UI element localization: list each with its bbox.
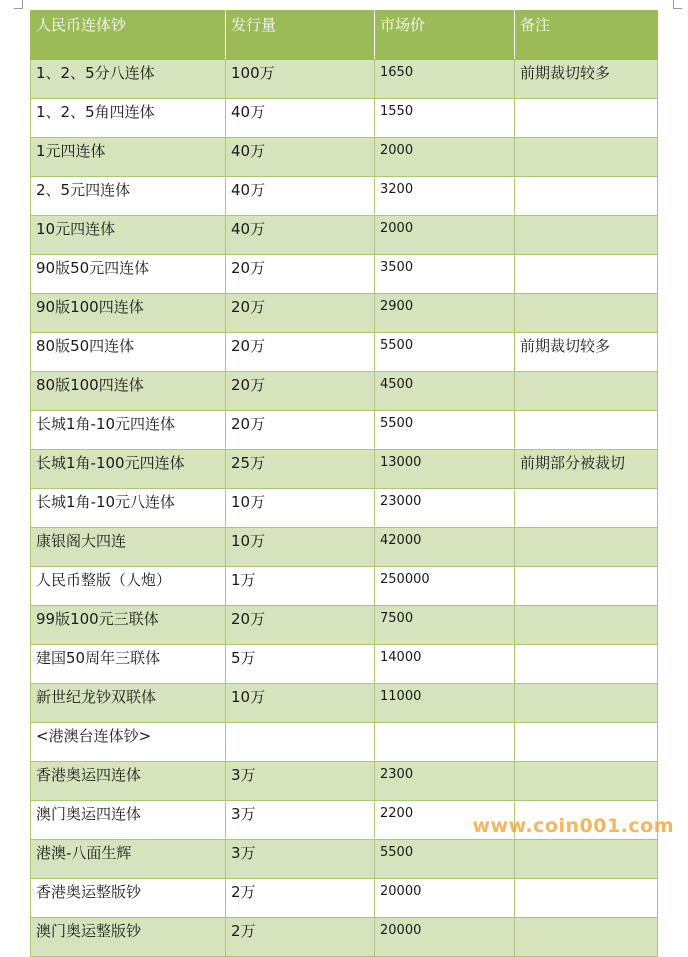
cell-name: 10元四连体 xyxy=(31,216,226,255)
table-row xyxy=(31,489,658,528)
table-row xyxy=(31,411,658,450)
header-name: 人民币连体钞 xyxy=(31,11,226,60)
cell-remark xyxy=(515,840,658,879)
cell-name: 建国50周年三联体 xyxy=(31,645,226,684)
table-row xyxy=(31,528,658,567)
cell-remark xyxy=(515,489,658,528)
cell-market-price: 3500 xyxy=(375,255,515,294)
cell-name: 澳门奥运四连体 xyxy=(31,801,226,840)
table-row xyxy=(31,606,658,645)
cell-remark xyxy=(515,138,658,177)
cell-market-price: 20000 xyxy=(375,918,515,957)
cell-name: 2、5元四连体 xyxy=(31,177,226,216)
cell-remark xyxy=(515,99,658,138)
cell-name: 长城1角-10元八连体 xyxy=(31,489,226,528)
table-row xyxy=(31,294,658,333)
cell-remark xyxy=(515,216,658,255)
cell-market-price: 4500 xyxy=(375,372,515,411)
cell-market-price: 7500 xyxy=(375,606,515,645)
table-row xyxy=(31,216,658,255)
cell-market-price: 1550 xyxy=(375,99,515,138)
cell-remark xyxy=(515,918,658,957)
table-row xyxy=(31,177,658,216)
cell-issue-volume: 3万 xyxy=(226,840,375,879)
table-row xyxy=(31,567,658,606)
cell-issue-volume: 2万 xyxy=(226,918,375,957)
cell-name: 康银阁大四连 xyxy=(31,528,226,567)
page-corner-mark-left xyxy=(14,0,23,9)
cell-market-price: 2000 xyxy=(375,216,515,255)
cell-remark xyxy=(515,411,658,450)
table-row xyxy=(31,645,658,684)
cell-issue-volume: 40万 xyxy=(226,138,375,177)
cell-market-price: 14000 xyxy=(375,645,515,684)
cell-remark xyxy=(515,372,658,411)
table-row xyxy=(31,138,658,177)
table-row xyxy=(31,723,658,762)
cell-remark xyxy=(515,606,658,645)
cell-name: 99版100元三联体 xyxy=(31,606,226,645)
cell-name: 长城1角-10元四连体 xyxy=(31,411,226,450)
cell-name: 1元四连体 xyxy=(31,138,226,177)
cell-market-price: 5500 xyxy=(375,411,515,450)
cell-issue-volume: 40万 xyxy=(226,177,375,216)
cell-remark xyxy=(515,528,658,567)
cell-issue-volume: 100万 xyxy=(226,60,375,99)
cell-market-price: 13000 xyxy=(375,450,515,489)
cell-market-price: 2200 xyxy=(375,801,515,840)
cell-remark: 前期部分被裁切 xyxy=(515,450,658,489)
cell-name: 港澳-八面生辉 xyxy=(31,840,226,879)
cell-market-price: 2900 xyxy=(375,294,515,333)
cell-remark: 前期裁切较多 xyxy=(515,333,658,372)
table-row xyxy=(31,372,658,411)
cell-issue-volume: 20万 xyxy=(226,333,375,372)
table-row xyxy=(31,450,658,489)
cell-market-price: 5500 xyxy=(375,333,515,372)
table-row xyxy=(31,879,658,918)
cell-market-price: 5500 xyxy=(375,840,515,879)
table-header-row xyxy=(31,11,658,60)
header-issue-volume: 发行量 xyxy=(226,11,375,60)
cell-market-price: 20000 xyxy=(375,879,515,918)
cell-name: 香港奥运四连体 xyxy=(31,762,226,801)
cell-issue-volume: 20万 xyxy=(226,294,375,333)
cell-remark xyxy=(515,177,658,216)
cell-market-price: 250000 xyxy=(375,567,515,606)
cell-remark xyxy=(515,879,658,918)
cell-issue-volume: 10万 xyxy=(226,684,375,723)
cell-market-price xyxy=(375,723,515,762)
cell-remark xyxy=(515,762,658,801)
table-row xyxy=(31,762,658,801)
table-row xyxy=(31,840,658,879)
cell-name: 1、2、5分八连体 xyxy=(31,60,226,99)
cell-name: 长城1角-100元四连体 xyxy=(31,450,226,489)
cell-market-price: 3200 xyxy=(375,177,515,216)
cell-issue-volume: 3万 xyxy=(226,762,375,801)
watermark-logo: www.coin001.com xyxy=(472,815,674,837)
table-row xyxy=(31,99,658,138)
cell-market-price: 2000 xyxy=(375,138,515,177)
cell-remark xyxy=(515,294,658,333)
cell-name: 80版100四连体 xyxy=(31,372,226,411)
cell-issue-volume: 20万 xyxy=(226,411,375,450)
header-remark: 备注 xyxy=(515,11,658,60)
cell-remark xyxy=(515,723,658,762)
cell-market-price: 11000 xyxy=(375,684,515,723)
cell-issue-volume: 10万 xyxy=(226,489,375,528)
cell-name: 80版50四连体 xyxy=(31,333,226,372)
cell-name: 新世纪龙钞双联体 xyxy=(31,684,226,723)
cell-remark xyxy=(515,645,658,684)
cell-name: 90版100四连体 xyxy=(31,294,226,333)
cell-issue-volume: 2万 xyxy=(226,879,375,918)
cell-issue-volume: 1万 xyxy=(226,567,375,606)
cell-issue-volume: 40万 xyxy=(226,216,375,255)
cell-name: 香港奥运整版钞 xyxy=(31,879,226,918)
cell-name: 1、2、5角四连体 xyxy=(31,99,226,138)
cell-remark xyxy=(515,255,658,294)
cell-issue-volume: 10万 xyxy=(226,528,375,567)
cell-issue-volume: 25万 xyxy=(226,450,375,489)
page-corner-mark-right xyxy=(673,0,682,9)
cell-name: 澳门奥运整版钞 xyxy=(31,918,226,957)
cell-issue-volume: 3万 xyxy=(226,801,375,840)
table-row xyxy=(31,333,658,372)
cell-market-price: 2300 xyxy=(375,762,515,801)
cell-remark xyxy=(515,567,658,606)
cell-issue-volume: 20万 xyxy=(226,255,375,294)
cell-market-price: 1650 xyxy=(375,60,515,99)
cell-remark xyxy=(515,684,658,723)
cell-issue-volume: 40万 xyxy=(226,99,375,138)
cell-issue-volume: 5万 xyxy=(226,645,375,684)
table-row xyxy=(31,60,658,99)
cell-issue-volume: 20万 xyxy=(226,372,375,411)
cell-name: 人民币整版（人炮） xyxy=(31,567,226,606)
table-row xyxy=(31,684,658,723)
header-market-price: 市场价 xyxy=(375,11,515,60)
cell-remark: 前期裁切较多 xyxy=(515,60,658,99)
cell-market-price: 23000 xyxy=(375,489,515,528)
table-row xyxy=(31,255,658,294)
table-row xyxy=(31,918,658,957)
cell-name: 90版50元四连体 xyxy=(31,255,226,294)
cell-market-price: 42000 xyxy=(375,528,515,567)
cell-issue-volume: 20万 xyxy=(226,606,375,645)
cell-issue-volume xyxy=(226,723,375,762)
cell-name: <港澳台连体钞> xyxy=(31,723,226,762)
